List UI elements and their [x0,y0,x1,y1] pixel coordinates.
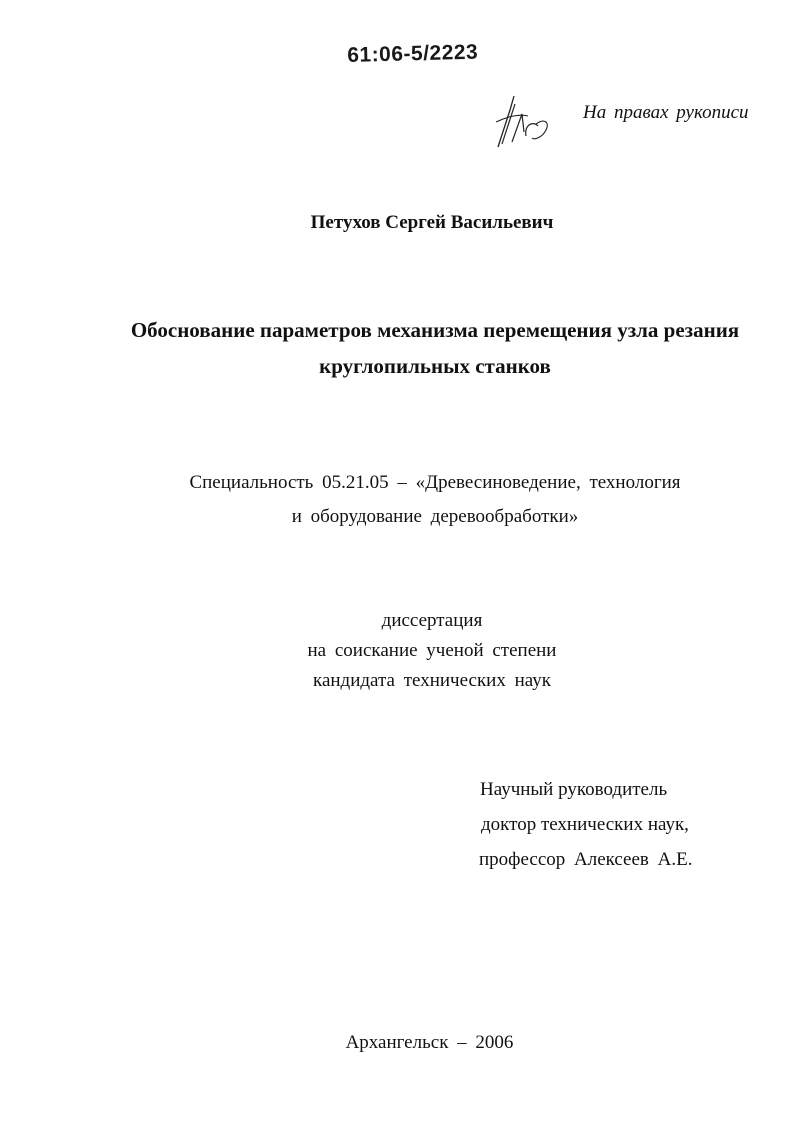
specialty-line: Специальность 05.21.05 – «Древесиноведение, технология [189,472,681,493]
dissertation-title [100,312,770,384]
scientific-supervisor [470,772,770,877]
degree-line: диссертация [381,610,483,631]
handwritten-signature [488,92,558,152]
degree-line: на соискание ученой степени [307,640,557,661]
supervisor-line: Научный руководитель [480,779,668,800]
manuscript-rights-note: На правах рукописи [583,102,749,123]
specialty-line: и оборудование деревообработки» [291,506,579,527]
archive-stamp-code: 61:06-5/2223 [347,40,479,67]
supervisor-line: профессор Алексеев А.Е. [479,849,693,870]
city-and-year: Архангельск – 2006 [345,1032,514,1053]
specialty-statement [120,466,750,534]
degree-statement [232,606,632,696]
degree-line: кандидата технических наук [313,670,551,691]
author-name: Петухов Сергей Васильевич [310,212,554,233]
title-line: Обоснование параметров механизма перемещения узла резания [130,318,740,342]
supervisor-line: доктор технических наук, [481,814,689,835]
title-line: круглопильных станков [319,354,551,378]
